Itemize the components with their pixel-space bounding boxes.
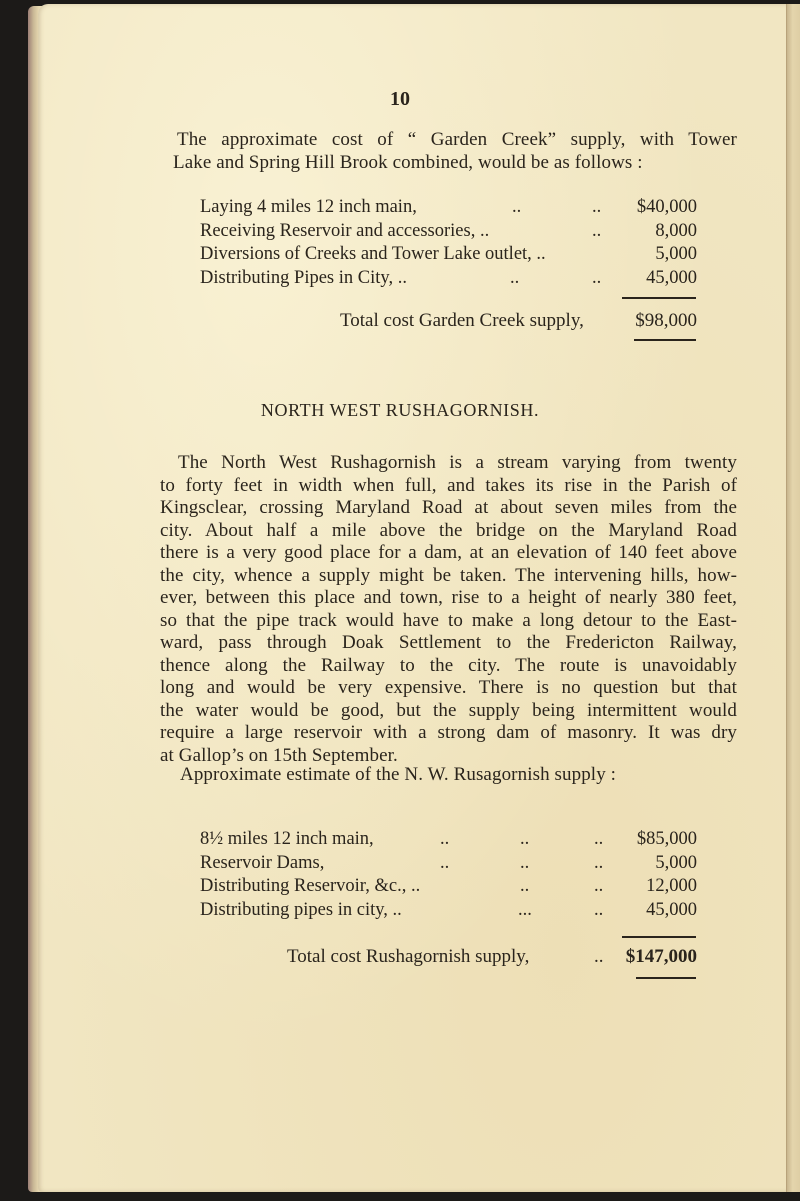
cost-row xyxy=(200,243,697,267)
body-line: The North West Rushagornish is a stream varying from twenty xyxy=(178,452,737,473)
cost-item-amount: 5,000 xyxy=(655,244,697,264)
body-line: the city, whence a supply might be taken. The intervening hills, how- xyxy=(160,564,737,586)
total-rule xyxy=(634,339,696,341)
cost-item-amount: 8,000 xyxy=(655,220,697,241)
body-line: require a large reservoir with a strong dam of masonry. It was dry xyxy=(160,722,737,743)
leader-dots: .. xyxy=(510,267,520,288)
cost-row xyxy=(200,852,697,876)
cost-item-amount: 45,000 xyxy=(646,267,697,288)
cost-item-label: Distributing Reservoir, &c., .. xyxy=(200,876,421,896)
cost-row xyxy=(200,875,697,899)
body-line: ward, pass through Doak Settlement to the Fredericton Railway, xyxy=(160,632,737,653)
cost-item-amount: 12,000 xyxy=(646,876,697,896)
leader-dots: .. xyxy=(592,220,602,241)
cost-row xyxy=(200,220,697,244)
body-line: the water would be good, but the supply being intermittent would xyxy=(160,699,737,721)
cost-item-amount: $85,000 xyxy=(636,829,697,849)
cost-item-amount: $40,000 xyxy=(636,197,697,217)
body-line: there is a very good place for a dam, at an elevation of 140 feet above xyxy=(160,542,737,563)
body-line: city. About half a mile above the bridge on the Maryland Road xyxy=(160,519,737,541)
cost-row xyxy=(200,196,697,220)
leader-dots: ... xyxy=(518,899,532,920)
sum-rule xyxy=(622,297,696,299)
estimate-intro xyxy=(180,764,740,787)
section-heading: NORTH WEST RUSHAGORNISH. xyxy=(260,400,540,420)
leader-dots: .. xyxy=(520,852,530,873)
leader-dots: .. xyxy=(592,197,602,217)
body-line: Kingsclear, crossing Maryland Road at about seven miles from the xyxy=(160,497,737,518)
body-paragraph xyxy=(160,452,737,767)
estimate-intro-line: Approximate estimate of the N. W. Rusagornish supply : xyxy=(180,764,617,785)
body-line: so that the pipe track would have to make a long detour to the East- xyxy=(160,609,737,631)
garden-creek-cost-table xyxy=(200,196,697,290)
body-line: thence along the Railway to the city. The route is unavoidably xyxy=(160,654,737,676)
leader-dots: .. xyxy=(520,829,530,849)
garden-creek-total-label: Total cost Garden Creek supply, xyxy=(340,310,584,331)
cost-item-label: Laying 4 miles 12 inch main, xyxy=(200,197,417,217)
leader-dots: .. xyxy=(512,197,522,217)
body-line: at Gallop’s on 15th September. xyxy=(160,744,398,766)
body-line: to forty feet in width when full, and takes its rise in the Parish of xyxy=(160,474,737,496)
cost-row xyxy=(200,828,697,852)
leader-dots: .. xyxy=(592,267,602,288)
cost-item-amount: 5,000 xyxy=(655,852,697,873)
cost-row xyxy=(200,899,697,923)
body-line: ever, between this place and town, rise to a height of nearly 380 feet, xyxy=(160,587,737,608)
sum-rule xyxy=(622,936,696,938)
garden-creek-total-amount: $98,000 xyxy=(635,310,697,331)
leader-dots: .. xyxy=(594,829,604,849)
intro-paragraph xyxy=(173,129,737,174)
page-number: 10 xyxy=(390,88,410,110)
rushagornish-total-label: Total cost Rushagornish supply, xyxy=(287,946,530,967)
cost-row xyxy=(200,267,697,291)
leader-dots: .. xyxy=(594,899,604,920)
leader-dots: .. xyxy=(520,876,530,896)
cost-item-label: Diversions of Creeks and Tower Lake outlet, .. xyxy=(200,244,546,264)
leader-dots: .. xyxy=(594,946,604,967)
cost-item-label: Distributing Pipes in City, .. xyxy=(200,267,407,288)
intro-line: The approximate cost of “ Garden Creek” supply, with Tower xyxy=(177,129,737,150)
rushagornish-total-amount: $147,000 xyxy=(625,946,697,967)
total-rule xyxy=(636,977,696,979)
cost-item-label: Reservoir Dams, xyxy=(200,852,325,873)
leader-dots: .. xyxy=(594,876,604,896)
intro-line: Lake and Spring Hill Brook combined, would be as follows : xyxy=(173,151,643,173)
leader-dots: .. xyxy=(440,852,450,873)
body-line: long and would be very expensive. There is no question but that xyxy=(160,677,737,698)
cost-item-label: Receiving Reservoir and accessories, .. xyxy=(200,220,490,241)
cost-item-label: 8½ miles 12 inch main, xyxy=(200,829,374,849)
leader-dots: .. xyxy=(594,852,604,873)
rushagornish-cost-table xyxy=(200,828,697,922)
cost-item-label: Distributing pipes in city, .. xyxy=(200,899,402,920)
cost-item-amount: 45,000 xyxy=(646,899,697,920)
leader-dots: .. xyxy=(440,829,450,849)
